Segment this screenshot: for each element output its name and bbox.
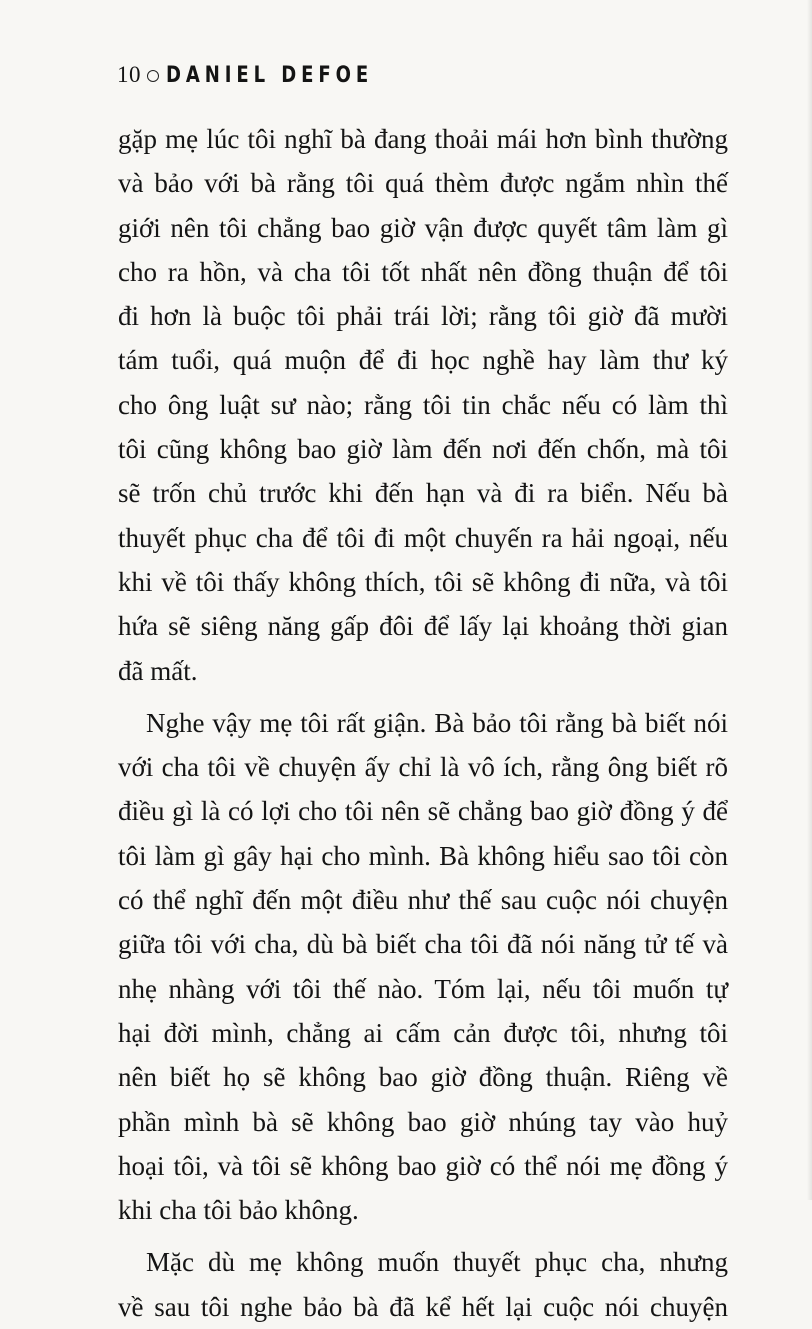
text-line: thuyết phục cha để tôi đi một chuyến ra hải ngoại, nếu [118, 522, 728, 553]
text-line: tám tuổi, quá muộn để đi học nghề hay làm thư ký [118, 345, 728, 376]
paragraph [118, 117, 728, 693]
text-line: cho ra hồn, và cha tôi tốt nhất nên đồng thuận để tôi [118, 256, 728, 287]
text-line: nên biết họ sẽ không bao giờ đồng thuận. Riêng về [118, 1062, 728, 1093]
text-line: hại đời mình, chẳng ai cấm cản được tôi, nhưng tôi [118, 1017, 728, 1048]
text-line: hứa sẽ siêng năng gấp đôi để lấy lại khoảng thời gian [118, 611, 728, 642]
running-header [117, 62, 419, 88]
text-line: Nghe vậy mẹ tôi rất giận. Bà bảo tôi rằng bà biết nói [146, 707, 728, 738]
text-line: tôi cũng không bao giờ làm đến nơi đến chốn, mà tôi [118, 434, 728, 465]
author-name: DANIEL DEFOE [166, 62, 374, 88]
text-line: giới nên tôi chẳng bao giờ vận được quyết tâm làm gì [118, 212, 728, 243]
text-line: về sau tôi nghe bảo bà đã kể hết lại cuộc nói chuyện [118, 1291, 728, 1322]
text-line: giữa tôi với cha, dù bà biết cha tôi đã nói năng tử tế và [118, 929, 728, 960]
page-edge-shadow [807, 0, 812, 1200]
text-line: với cha tôi về chuyện ấy chỉ là vô ích, rằng ông biết rõ [118, 752, 728, 783]
paragraph [118, 701, 728, 1233]
text-line: đã mất. [118, 655, 198, 686]
text-line: khi về tôi thấy không thích, tôi sẽ không đi nữa, và tôi [118, 566, 728, 597]
text-line: phần mình bà sẽ không bao giờ nhúng tay vào huỷ [118, 1106, 728, 1137]
body-text [118, 117, 728, 1329]
text-line: và bảo với bà rằng tôi quá thèm được ngắm nhìn thế [118, 168, 728, 199]
text-line: đi hơn là buộc tôi phải trái lời; rằng tôi giờ đã mười [118, 301, 728, 332]
text-line: cho ông luật sư nào; rằng tôi tin chắc nếu có làm thì [118, 389, 728, 420]
text-line: tôi làm gì gây hại cho mình. Bà không hiểu sao tôi còn [118, 840, 728, 871]
text-line: gặp mẹ lúc tôi nghĩ bà đang thoải mái hơn bình thường [118, 124, 728, 154]
page-number: 10 [117, 62, 141, 87]
text-line: sẽ trốn chủ trước khi đến hạn và đi ra biển. Nếu bà [118, 478, 728, 509]
text-line: nhẹ nhàng với tôi thế nào. Tóm lại, nếu tôi muốn tự [118, 973, 728, 1004]
text-line: điều gì là có lợi cho tôi nên sẽ chẳng bao giờ đồng ý để [118, 796, 728, 827]
text-line: khi cha tôi bảo không. [118, 1195, 359, 1226]
text-line: Mặc dù mẹ không muốn thuyết phục cha, nhưng [146, 1247, 728, 1278]
text-line: hoại tôi, và tôi sẽ không bao giờ có thể nói mẹ đồng ý [118, 1150, 728, 1181]
circle-ornament-icon [147, 70, 159, 82]
text-line: có thể nghĩ đến một điều như thế sau cuộc nói chuyện [118, 885, 728, 916]
paragraph [118, 1240, 728, 1329]
